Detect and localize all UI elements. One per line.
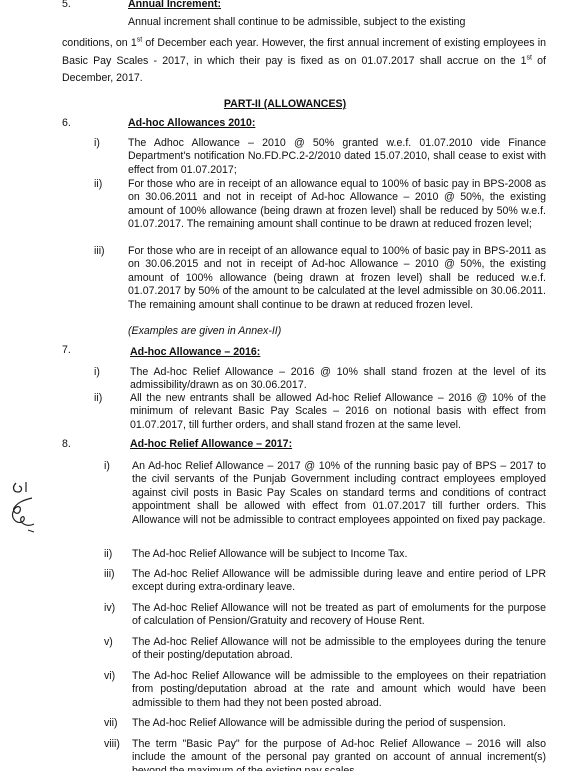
section-8-item-8-number: viii) <box>104 738 120 750</box>
section-8-item-2-number: ii) <box>104 548 113 560</box>
section-8-item-8-text: The term "Basic Pay" for the purpose of Ad-hoc Relief Allowance – 2016 will also include the amount of the personal pay granted on account of annual increment(s) <box>132 738 546 764</box>
part-2-heading: PART-II (ALLOWANCES) <box>223 98 347 110</box>
section-7-item-2-text: All the new entrants shall be allowed Ad-hoc Relief Allowance – 2016 @ 10% of the minimum of relevant Basic Pay Scales – 2016 on notional basis with effect from 01.07.2017, till further orders, and shall stand frozen at the same level. <box>130 392 546 431</box>
section-7-item-1-number: i) <box>94 366 100 378</box>
section-8-item-7-text: The Ad-hoc Relief Allowance will be admissible during the period of suspension. <box>132 717 506 729</box>
section-8-item-1-text: An Ad-hoc Relief Allowance – 2017 @ 10% of the running basic pay of BPS – 2017 to the civil servants of the Punjab Government including contract employees employed against civil posts in Basic Pay Scales on standard terms and conditions of contract appointment shall be allowed with effect from 01.07.2017 till further orders. This Allowance will not be admissible to contract employees appointed on fixed pay package. <box>132 460 546 526</box>
section-8-heading: Ad-hoc Relief Allowance – 2017: <box>130 438 293 450</box>
section-8-item-1-number: i) <box>104 460 110 472</box>
section-7-number: 7. <box>62 344 71 356</box>
section-8-item-4-number: iv) <box>104 602 116 614</box>
section-6-item-1-text: The Adhoc Allowance – 2010 @ 50% granted w.e.f. 01.07.2010 vide Finance Department's notification No.FD.PC.2-2/2010 dated 15.07.2010, shall cease to exist with effect from 01.07.2017; <box>128 137 546 176</box>
section-8-item-6-number: vi) <box>104 670 116 682</box>
section-6-item-2-text: For those who are in receipt of an allowance equal to 100% of basic pay in BPS-2008 as on 30.06.2011 and not in receipt of Ad-hoc Allowance – 2010 @ 50%, the existing amount of 100% allowance (being drawn at frozen level) shall be reduced by 50% w.e.f. 01.07.2017. The remaining amount shall continue to be drawn at reduced frozen level; <box>128 178 546 231</box>
section-8-item-5-number: v) <box>104 636 113 648</box>
section-5-heading: Annual Increment: <box>128 0 222 10</box>
section-8-item-2-text: The Ad-hoc Relief Allowance will be subject to Income Tax. <box>132 548 408 560</box>
section-5-para: conditions, on 1st of December each year. However, the first annual increment of existing employees in Basic Pay Scales - 2017, in which their pay is fixed as on 01.07.2017 shall accrue on the 1st of December, 2017. <box>62 36 546 84</box>
section-7-item-1-text: The Ad-hoc Relief Allowance – 2016 @ 10% shall stand frozen at the level of its admissibility/drawn as on 30.06.2017. <box>130 366 546 392</box>
section-6-item-1-number: i) <box>94 137 100 149</box>
section-6-item-3-number: iii) <box>94 245 105 257</box>
section-5-number: 5. <box>62 0 71 10</box>
section-8-item-3-number: iii) <box>104 568 115 580</box>
section-7-item-2-number: ii) <box>94 392 103 404</box>
section-5-para-first-line: Annual increment shall continue to be admissible, subject to the existing <box>128 16 466 28</box>
section-6-item-3-text: For those who are in receipt of an allowance equal to 100% of basic pay in BPS-2011 as on 30.06.2015 and not in receipt of Ad-hoc Allowance – 2010 @ 50%, the existing amount of 100% allowance (being drawn at frozen level) shall be reduced w.e.f. 01.07.2017 by 50% of the amount to be calculated at the level admissible on 30.06.2011. The remaining amount shall continue to be drawn at reduced frozen level. <box>128 245 546 311</box>
section-8-number: 8. <box>62 438 71 450</box>
section-6-note: (Examples are given in Annex-II) <box>128 325 282 337</box>
section-6-number: 6. <box>62 117 71 129</box>
section-6-item-2-number: ii) <box>94 178 103 190</box>
section-7-heading: Ad-hoc Allowance – 2016: <box>130 346 261 358</box>
handwritten-initials-signature <box>4 478 44 538</box>
section-8-item-7-number: vii) <box>104 717 118 729</box>
section-8-item-5-text: The Ad-hoc Relief Allowance will not be admissible to the employees during the tenure of their posting/deputation abroad. <box>132 636 546 662</box>
section-8-item-4-text: The Ad-hoc Relief Allowance will not be treated as part of emoluments for the purpose of calculation of Pension/Gratuity and recovery of House Rent. <box>132 602 546 628</box>
page-bottom-cut <box>0 771 570 777</box>
section-8-item-6-text: The Ad-hoc Relief Allowance will be admissible to the employees on their repatriation from posting/deputation abroad at the rate and amount which would have been admissible to them had they not been posted abroad. <box>132 670 546 709</box>
section-8-item-3-text: The Ad-hoc Relief Allowance will be admissible during leave and entire period of LPR except during extra-ordinary leave. <box>132 568 546 594</box>
section-6-heading: Ad-hoc Allowances 2010: <box>128 117 256 129</box>
